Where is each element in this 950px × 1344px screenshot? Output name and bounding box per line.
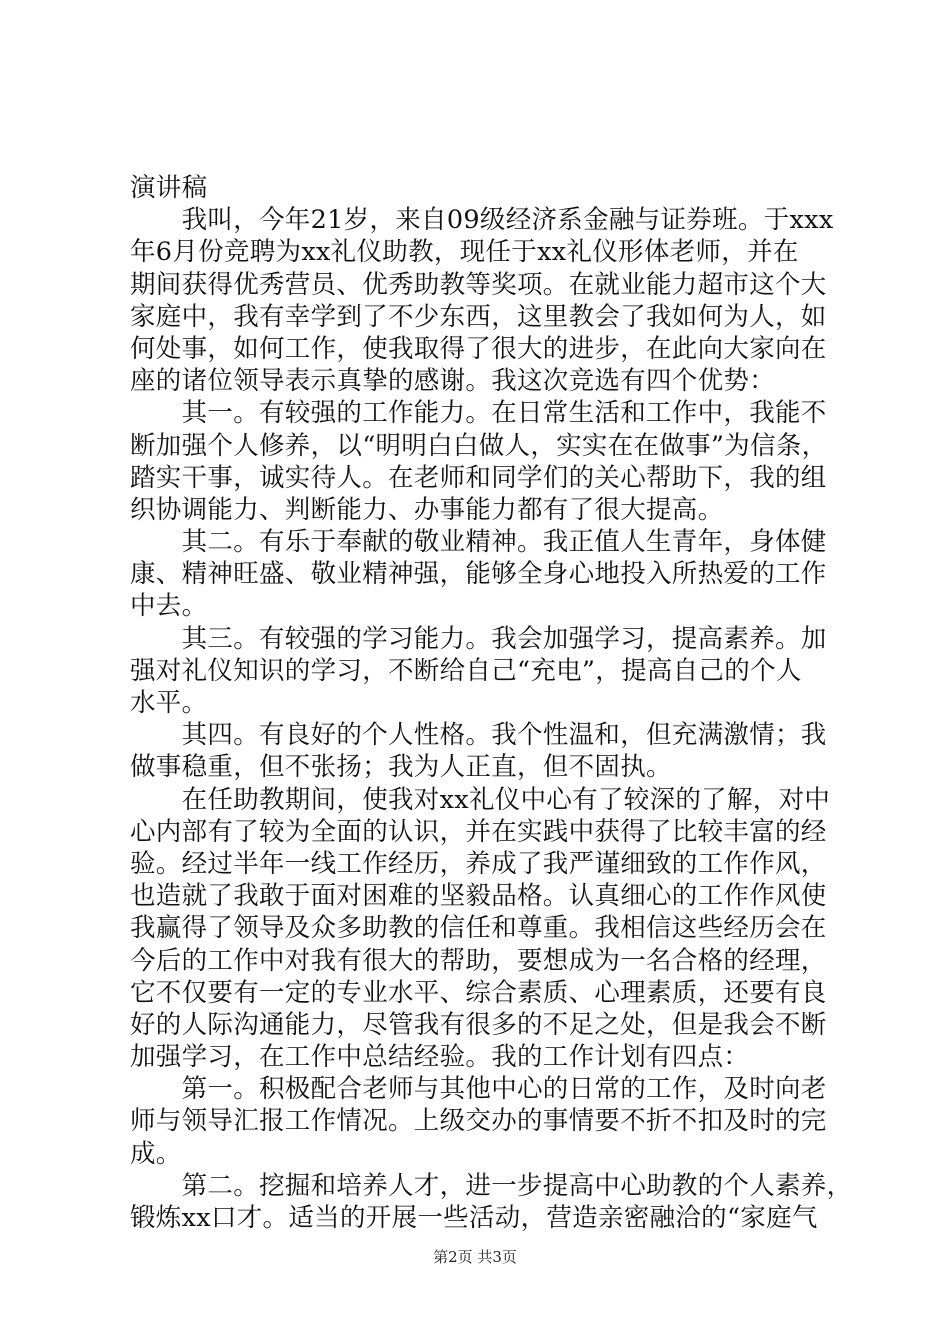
text-line: 年6月份竞聘为xx礼仪助教，现任于xx礼仪形体老师，并在 [130,237,799,268]
text-line: 其二。有乐于奉献的敬业精神。我正值人生青年，身体健 [130,527,827,558]
text-line: 也造就了我敢于面对困难的坚毅品格。认真细心的工作作风使 [130,881,827,912]
text-line: 第二。挖掘和培养人才，进一步提高中心助教的个人素养， [130,1170,853,1201]
text-line: 期间获得优秀营员、优秀助教等奖项。在就业能力超市这个大 [130,269,827,300]
text-line: 验。经过半年一线工作经历，养成了我严谨细致的工作作风， [130,848,827,879]
page-number-footer: 第2页 共3页 [433,1248,517,1266]
text-line: 织协调能力、判断能力、办事能力都有了很大提高。 [130,494,724,525]
text-line: 演讲稿 [130,173,208,203]
text-line: 心内部有了较为全面的认识，并在实践中获得了比较丰富的经 [130,816,827,847]
text-line: 康、精神旺盛、敬业精神强，能够全身心地投入所热爱的工作 [130,559,827,590]
text-line: 今后的工作中对我有很大的帮助，要想成为一名合格的经理， [130,945,827,976]
text-line: 加强学习，在工作中总结经验。我的工作计划有四点： [130,1042,750,1073]
text-line: 中去。 [130,591,208,622]
text-line: 第一。积极配合老师与其他中心的日常的工作，及时向老 [130,1074,827,1105]
text-line: 强对礼仪知识的学习，不断给自己“充电”，提高自己的个人 [130,655,802,686]
text-line: 其四。有良好的个人性格。我个性温和，但充满激情；我 [130,720,827,751]
text-line: 断加强个人修养，以“明明白白做人，实实在在做事”为信条， [130,430,828,461]
text-line: 在任助教期间，使我对xx礼仪中心有了较深的了解，对中 [130,784,831,815]
text-line: 座的诸位领导表示真挚的感谢。我这次竞选有四个优势： [130,366,776,397]
text-line: 好的人际沟通能力，尽管我有很多的不足之处，但是我会不断 [130,1009,827,1040]
text-line: 我叫，今年21岁，来自09级经济系金融与证券班。于xxx [130,205,834,236]
text-line: 其三。有较强的学习能力。我会加强学习，提高素养。加 [130,623,827,654]
text-line: 我赢得了领导及众多助教的信任和尊重。我相信这些经历会在 [130,913,827,944]
text-line: 踏实干事，诚实待人。在老师和同学们的关心帮助下，我的组 [130,462,827,493]
text-line: 它不仅要有一定的专业水平、综合素质、心理素质，还要有良 [130,977,827,1008]
text-line: 何处事，如何工作，使我取得了很大的进步，在此向大家向在 [130,333,827,364]
text-line: 锻炼xx口才。适当的开展一些活动，营造亲密融洽的“家庭气 [130,1203,818,1233]
text-line: 水平。 [130,688,208,718]
text-line: 家庭中，我有幸学到了不少东西，这里教会了我如何为人，如 [130,301,827,332]
text-line: 其一。有较强的工作能力。在日常生活和工作中，我能不 [130,398,827,429]
speech-body [130,172,853,1234]
text-line: 成。 [130,1138,182,1169]
text-line: 师与领导汇报工作情况。上级交办的事情要不折不扣及时的完 [130,1106,827,1137]
text-line: 做事稳重，但不张扬；我为人正直，但不固执。 [130,752,672,783]
